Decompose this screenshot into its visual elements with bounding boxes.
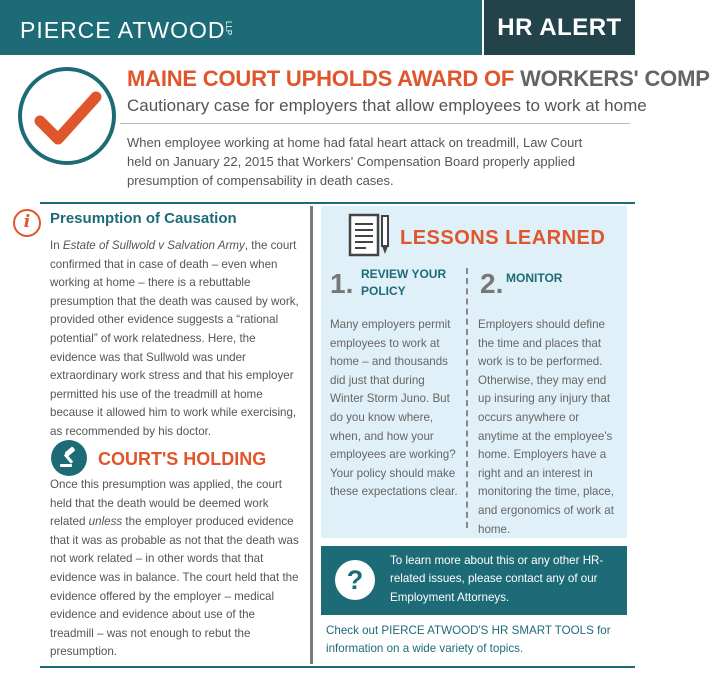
lesson-text: Employers should define the time and places that work is to be performed. Otherwise, they may end up insuring any injury that occurs anywhere or anytime at the employee's home. Employers have a right and an interest in monitoring the time, place, and ergonomics of work at home.	[478, 318, 614, 536]
divider	[40, 202, 635, 204]
lesson-heading: REVIEW YOUR POLICY	[361, 267, 447, 298]
emphasis-text: unless	[88, 515, 123, 529]
divider	[120, 123, 630, 124]
holding-title: COURT'S HOLDING	[98, 449, 267, 469]
lead-paragraph: When employee working at home had fatal heart attack on treadmill, Law Court held on January 22, 2015 that Workers' Compensation Board properly applied presumption of compensability in death cases.	[127, 135, 583, 188]
text-fragment: the employer produced evidence that it was as probable as not that the death was not work related – in other words that that evidence was in balance. The court held that the evidence offered by the employer – medical evidence and evidence about use of the treadmill – was not enough to rebut the presumption.	[50, 515, 299, 659]
title-part-1: MAINE COURT UPHOLDS AWARD OF	[127, 66, 515, 91]
dashed-divider	[466, 268, 468, 528]
document-pen-icon	[346, 212, 396, 260]
text-fragment: In	[50, 239, 63, 252]
presumption-text	[50, 237, 300, 442]
presumption-title: Presumption of Causation	[50, 210, 237, 227]
text-fragment: Once this presumption was applied, the court held that the death would be deemed work related	[50, 478, 282, 529]
question-icon: ?	[335, 560, 375, 600]
contact-text: To learn more about this or any other HR-related issues, please contact any of our Employment Attorneys.	[390, 554, 604, 604]
lesson-number: 1.	[330, 268, 354, 299]
info-icon: i	[13, 209, 41, 237]
title-part-2: WORKERS' COMP	[520, 66, 710, 91]
checkmark-icon	[34, 91, 102, 149]
text-fragment: , the court confirmed that in case of death – even when working at home – there is a rebuttable presumption that the death was caused by work, provided other evidence suggests a “rational potential” of work relatedness. Here, the evidence was that Sullwold was under extraordinary work stress and that his employer permitted his use of the treadmill at home because it allowed him to work while exercising, as recommended by his doctor.	[50, 239, 299, 438]
brand-llp: LLP	[224, 21, 233, 36]
brand-logo: PIERCE ATWOOD	[20, 17, 226, 43]
page-title	[127, 66, 710, 92]
case-name: Estate of Sullwold v Salvation Army	[62, 239, 245, 252]
gavel-icon	[51, 440, 87, 476]
lessons-title: LESSONS LEARNED	[400, 227, 606, 249]
lesson-text: Many employers permit employees to work at home – and thousands did just that during Winter Storm Juno. But do you know where, when, and how your employees are working? Your policy should make these expectations clear.	[330, 318, 458, 499]
holding-text	[50, 476, 300, 662]
alert-label: HR ALERT	[497, 14, 622, 41]
lesson-heading: MONITOR	[506, 271, 563, 285]
divider	[40, 666, 635, 668]
lesson-number: 2.	[480, 268, 504, 299]
smart-tools-link[interactable]: Check out PIERCE ATWOOD'S HR SMART TOOLS for information on a wide variety of topics.	[326, 624, 611, 656]
page-subtitle: Cautionary case for employers that allow employees to work at home	[127, 96, 647, 115]
column-divider	[310, 206, 313, 664]
